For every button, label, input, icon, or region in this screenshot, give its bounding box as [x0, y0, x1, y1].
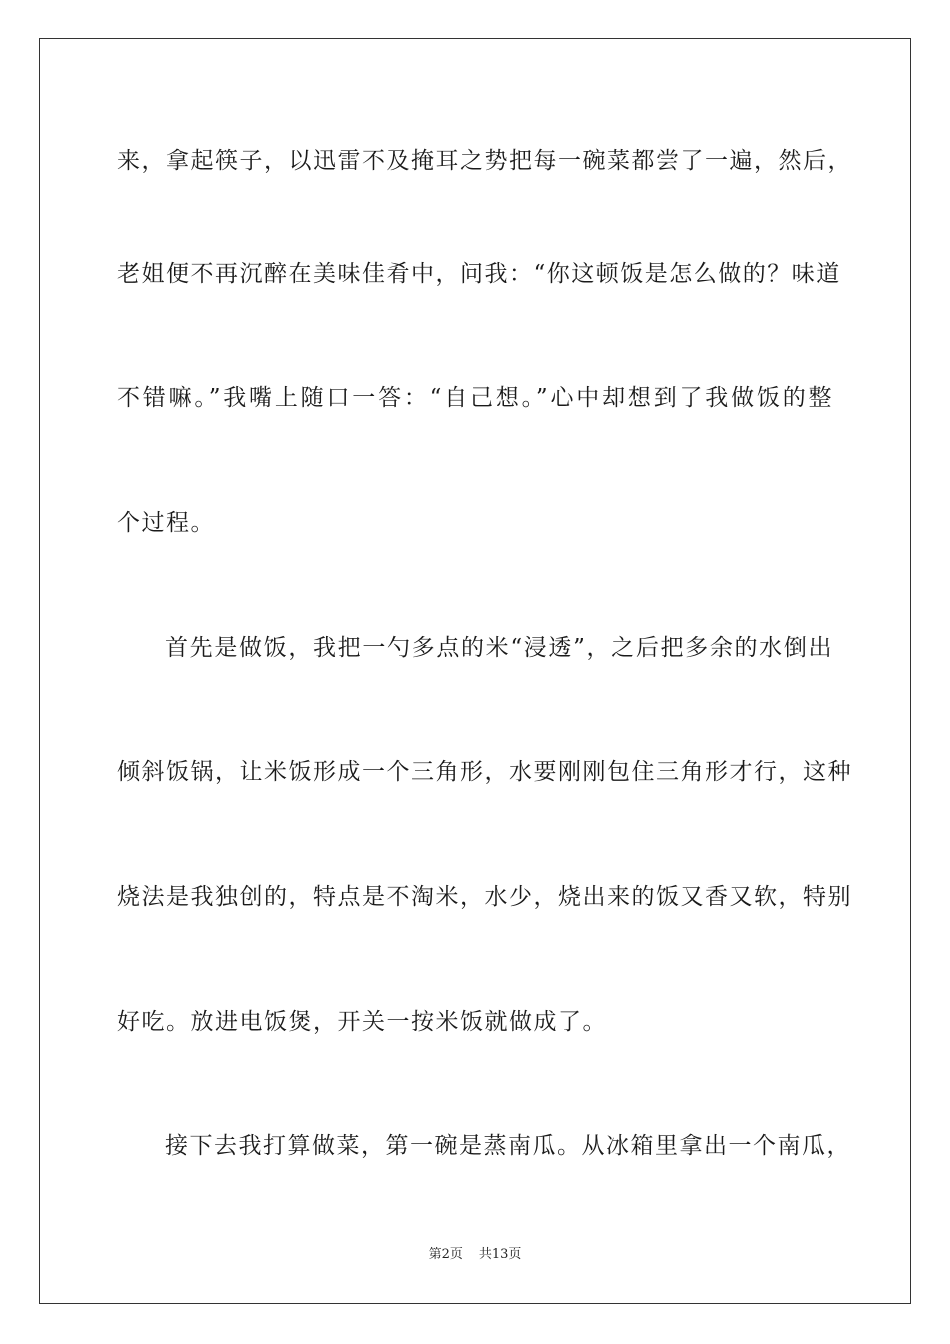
text-line-9: 接下去我打算做菜，第一碗是蒸南瓜。从冰箱里拿出一个南瓜， — [165, 1133, 851, 1159]
text-line-1: 来，拿起筷子，以迅雷不及掩耳之势把每一碗菜都尝了一遍，然后， — [117, 148, 852, 174]
text-line-6: 倾斜饭锅，让米饭形成一个三角形，水要刚刚包住三角形才行，这种 — [117, 759, 852, 785]
page-footer — [0, 1246, 950, 1264]
text-line-3: 不错嘛。”我嘴上随口一答：“自己想。”心中却想到了我做饭的整 — [117, 385, 833, 411]
page-number: 第2页 — [428, 1247, 463, 1262]
text-line-2: 老姐便不再沉醉在美味佳肴中，问我：“你这顿饭是怎么做的？味道 — [117, 261, 841, 287]
text-line-7: 烧法是我独创的，特点是不淘米，水少，烧出来的饭又香又软，特别 — [117, 884, 852, 910]
page-border — [39, 38, 911, 1304]
text-line-5: 首先是做饭，我把一勺多点的米“浸透”，之后把多余的水倒出 — [165, 635, 833, 661]
text-line-8: 好吃。放进电饭煲，开关一按米饭就做成了。 — [117, 1009, 607, 1035]
text-line-4: 个过程。 — [117, 510, 215, 536]
page-total: 共13页 — [478, 1247, 522, 1262]
